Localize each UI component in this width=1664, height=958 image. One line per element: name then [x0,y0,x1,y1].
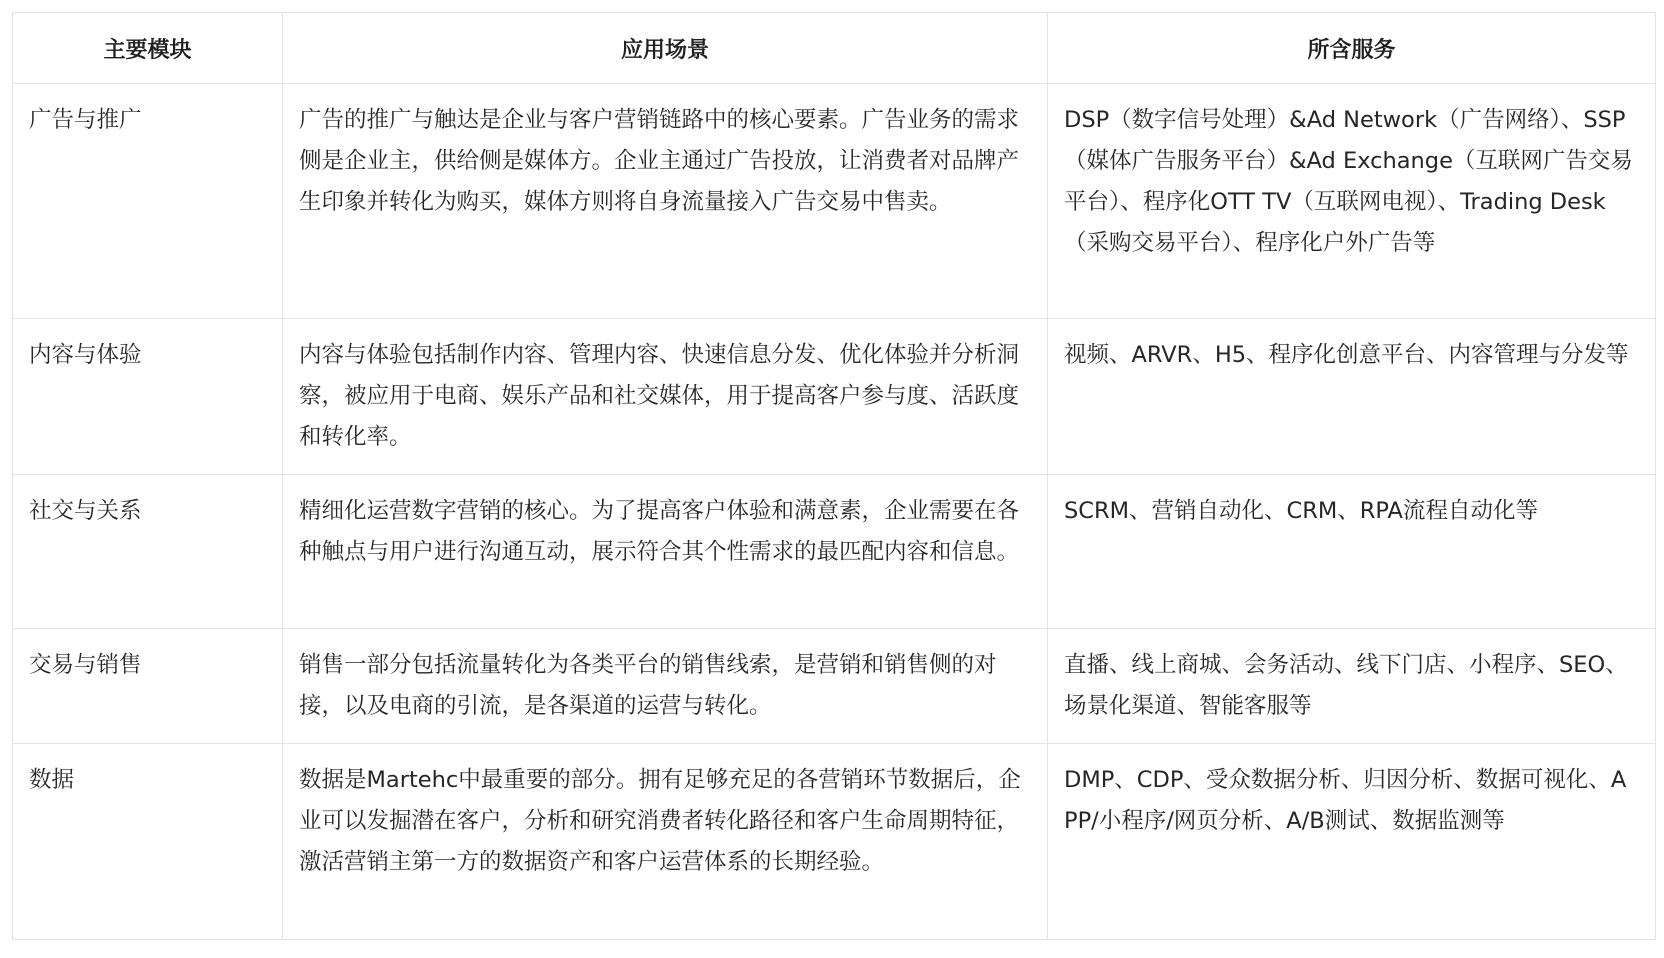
martech-table-container [12,12,1655,940]
martech-module-table [12,12,1656,940]
cell-scenario: 销售一部分包括流量转化为各类平台的销售线索，是营销和销售侧的对接，以及电商的引流，是各渠道的运营与转化。 [283,629,1048,744]
cell-scenario: 精细化运营数字营销的核心。为了提高客户体验和满意素，企业需要在各种触点与用户进行沟通互动，展示符合其个性需求的最匹配内容和信息。 [283,475,1048,629]
header-services: 所含服务 [1048,13,1656,84]
table-header-row [13,13,1656,84]
cell-module: 广告与推广 [13,84,283,319]
table-row [13,84,1656,319]
cell-services: DMP、CDP、受众数据分析、归因分析、数据可视化、APP/小程序/网页分析、A/B测试、数据监测等 [1048,744,1656,940]
cell-scenario: 数据是Martehc中最重要的部分。拥有足够充足的各营销环节数据后，企业可以发掘潜在客户，分析和研究消费者转化路径和客户生命周期特征，激活营销主第一方的数据资产和客户运营体系的长期经验。 [283,744,1048,940]
cell-module: 内容与体验 [13,319,283,475]
cell-module: 数据 [13,744,283,940]
cell-services: 直播、线上商城、会务活动、线下门店、小程序、SEO、场景化渠道、智能客服等 [1048,629,1656,744]
table-row [13,744,1656,940]
table-row [13,475,1656,629]
cell-module: 交易与销售 [13,629,283,744]
table-row [13,319,1656,475]
cell-scenario: 广告的推广与触达是企业与客户营销链路中的核心要素。广告业务的需求侧是企业主，供给侧是媒体方。企业主通过广告投放，让消费者对品牌产生印象并转化为购买，媒体方则将自身流量接入广告交易中售卖。 [283,84,1048,319]
header-scenario: 应用场景 [283,13,1048,84]
header-module: 主要模块 [13,13,283,84]
cell-scenario: 内容与体验包括制作内容、管理内容、快速信息分发、优化体验并分析洞察，被应用于电商、娱乐产品和社交媒体，用于提高客户参与度、活跃度和转化率。 [283,319,1048,475]
cell-module: 社交与关系 [13,475,283,629]
table-row [13,629,1656,744]
cell-services: SCRM、营销自动化、CRM、RPA流程自动化等 [1048,475,1656,629]
cell-services: 视频、ARVR、H5、程序化创意平台、内容管理与分发等 [1048,319,1656,475]
cell-services: DSP（数字信号处理）&Ad Network（广告网络）、SSP（媒体广告服务平台）&Ad Exchange（互联网广告交易平台）、程序化OTT TV（互联网电视）、Trading Desk（采购交易平台）、程序化户外广告等 [1048,84,1656,319]
